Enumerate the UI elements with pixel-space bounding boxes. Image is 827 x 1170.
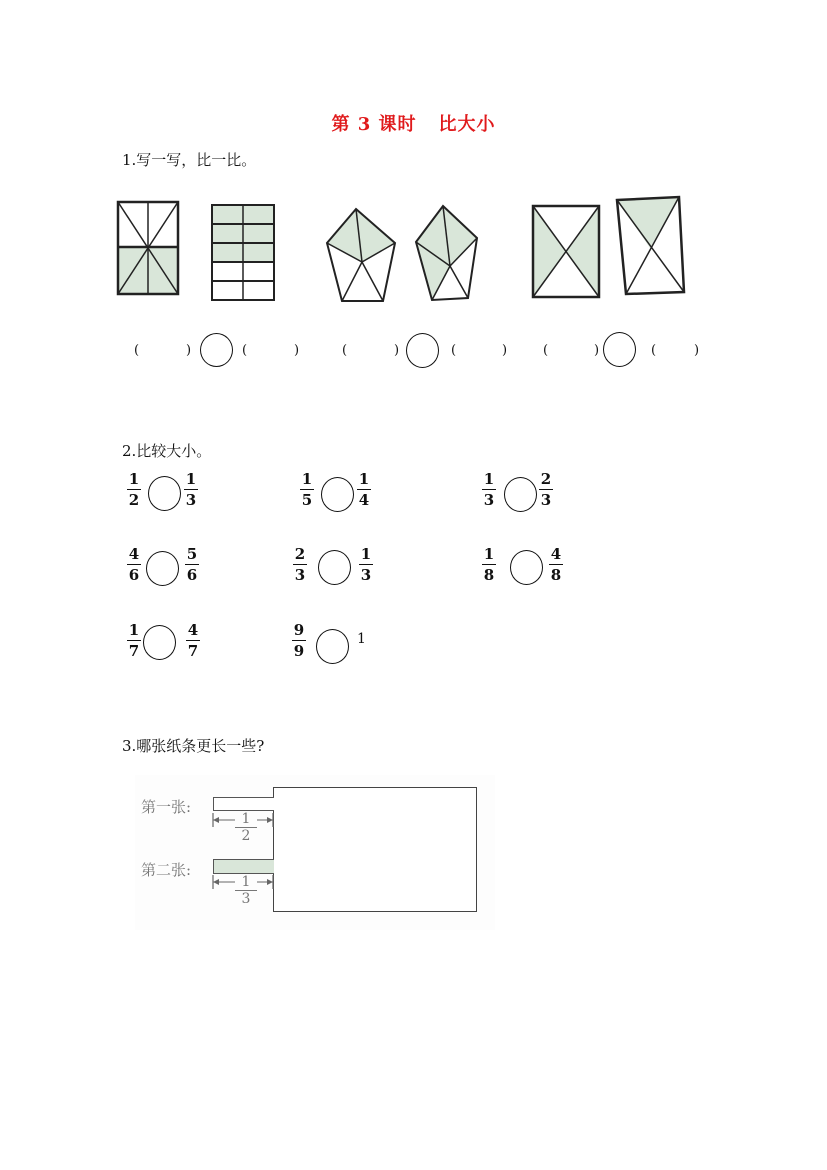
compare-circle[interactable] bbox=[148, 476, 181, 511]
strip1 bbox=[213, 797, 274, 811]
fraction: 4 8 bbox=[550, 545, 562, 584]
strip1-label: 第一张: bbox=[141, 798, 192, 816]
shape-pentagon-b bbox=[410, 202, 510, 306]
fraction: 5 6 bbox=[186, 545, 198, 584]
paren-open: ( bbox=[651, 343, 657, 358]
fraction: 1 3 bbox=[483, 470, 495, 509]
paren-open: ( bbox=[543, 343, 549, 358]
paren-open: ( bbox=[242, 343, 248, 358]
paren-open: ( bbox=[134, 343, 140, 358]
q1-heading: 1.写一写，比一比。 bbox=[122, 151, 257, 169]
paren-open: ( bbox=[451, 343, 457, 358]
paper-strips-figure bbox=[135, 775, 495, 930]
q2-heading: 2.比较大小。 bbox=[122, 442, 212, 460]
paren-close: ) bbox=[502, 343, 508, 358]
compare-circle[interactable] bbox=[143, 625, 176, 660]
compare-circle[interactable] bbox=[318, 550, 351, 585]
fraction: 1 2 bbox=[128, 470, 140, 509]
lesson-number: 第 3 课时 bbox=[331, 114, 417, 135]
compare-circle[interactable] bbox=[200, 333, 233, 367]
paren-close: ) bbox=[694, 343, 700, 358]
shape-rect-x-b bbox=[612, 194, 692, 300]
fraction: 1 3 bbox=[185, 470, 197, 509]
paren-close: ) bbox=[394, 343, 400, 358]
fraction: 1 4 bbox=[358, 470, 370, 509]
paren-close: ) bbox=[594, 343, 600, 358]
fraction: 1 8 bbox=[483, 545, 495, 584]
shape-grid-tenths bbox=[207, 200, 279, 304]
fraction: 4 6 bbox=[128, 545, 140, 584]
fraction: 1 3 bbox=[360, 545, 372, 584]
whole-number: 1 bbox=[357, 631, 366, 647]
paren-close: ) bbox=[186, 343, 192, 358]
compare-circle[interactable] bbox=[316, 629, 349, 664]
compare-circle[interactable] bbox=[321, 477, 354, 512]
strip1-fraction: 1 2 bbox=[235, 811, 257, 844]
paren-open: ( bbox=[342, 343, 348, 358]
fraction: 1 5 bbox=[301, 470, 313, 509]
paren-close: ) bbox=[294, 343, 300, 358]
compare-circle[interactable] bbox=[406, 333, 439, 368]
compare-circle[interactable] bbox=[504, 477, 537, 512]
compare-circle[interactable] bbox=[146, 551, 179, 586]
cover-sheet bbox=[273, 787, 477, 912]
strip2-label: 第二张: bbox=[141, 861, 192, 879]
fraction: 9 9 bbox=[293, 621, 305, 660]
fraction: 2 3 bbox=[540, 470, 552, 509]
page-title bbox=[0, 110, 827, 136]
shape-pentagon-a bbox=[322, 205, 422, 305]
shape-rect-x-a bbox=[528, 202, 604, 302]
compare-circle[interactable] bbox=[510, 550, 543, 585]
lesson-topic: 比大小 bbox=[438, 114, 496, 135]
fraction: 2 3 bbox=[294, 545, 306, 584]
fraction: 1 7 bbox=[128, 621, 140, 660]
compare-circle[interactable] bbox=[603, 332, 636, 367]
fraction: 4 7 bbox=[187, 621, 199, 660]
shape-rect-eighths bbox=[112, 198, 184, 300]
q3-heading: 3.哪张纸条更长一些? bbox=[122, 737, 265, 755]
strip2 bbox=[213, 859, 274, 874]
strip2-fraction: 1 3 bbox=[235, 874, 257, 907]
